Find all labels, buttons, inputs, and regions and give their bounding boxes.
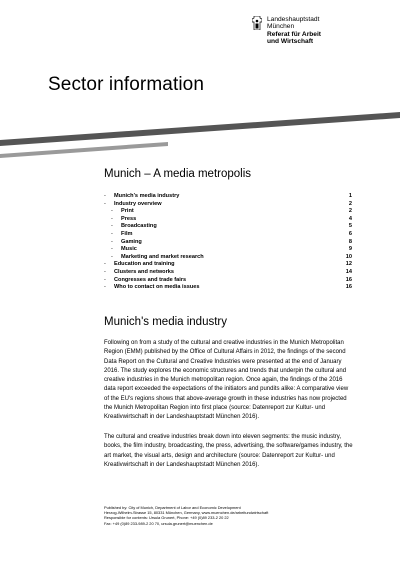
toc-item-page: 4 [348,215,352,222]
toc-bullet: - [111,253,113,260]
toc-item-text: Munich's media industry [114,193,180,199]
toc-item-page: 16 [345,284,352,291]
page-title: Sector information [48,74,204,95]
footer [104,505,354,526]
org-line-1: Landeshauptstadt [267,16,320,23]
toc-item[interactable] [104,193,352,201]
toc-bullet: - [111,238,113,245]
toc-item-text: Clusters and networks [114,268,174,275]
toc-bullet: - [111,230,113,237]
toc-item-page: 12 [345,261,352,268]
toc-item-label [111,231,133,239]
footer-line-3: Responsible for contents: Ursula Grunert, Phone: +49 (0)89 233-2 20 22 [104,515,229,521]
toc-item[interactable] [104,208,352,216]
toc-item-page: 9 [348,246,352,253]
footer-line-2: Herzog-Wilhelm-Strasse 15, 80331 München, Germany, www.muenchen.de/arbeitundwirtschaft [104,510,269,516]
toc-item-label [104,201,162,209]
toc-item-label [111,246,137,254]
toc-item-text: Music [121,246,137,253]
toc-item-label [111,223,157,231]
toc-item[interactable] [104,216,352,224]
toc-item-text: Gaming [121,238,142,245]
toc-item-label [104,277,186,285]
toc-bullet: - [104,268,106,275]
toc-item-label [104,193,179,201]
toc-item-page: 2 [348,208,352,215]
toc-item[interactable] [104,246,352,254]
toc-bullet: - [104,200,106,207]
toc-item-page: 8 [348,238,352,245]
table-of-contents [104,193,352,292]
dept-line-1: Referat für Arbeit [267,30,321,38]
dept-line-2: und Wirtschaft [267,38,314,46]
toc-bullet: - [111,215,113,222]
toc-bullet: - [111,246,113,253]
toc-item-text: Education and training [114,261,175,268]
toc-item-page: 1 [348,193,352,199]
toc-item-label [104,269,174,277]
toc-bullet: - [111,223,113,230]
toc-item[interactable] [104,231,352,239]
paragraph-1: Following on from a study of the cultural and creative industries in the Munich Metropolitan Region (EMM) published by the Office of Cultural Affairs in 2012, the findings of the second Data Report on the Cultural and Creative Industries were presented at the end of January 2016. The study explores the economic structures and trends that underpin the cultural and creative industries in the Munich metropolitan region. Once again, the findings of the 2016 data report exceeded the expectations of the initiators and pundits alike: A comparative view of the EU's regions shows that above-average growth in these industries has now projected the Munich Metropolitan Region into first place (source: Datenreport zur Kultur- und Kreativwirtschaft in der Landeshauptstadt München 2016). [104,340,349,421]
logo-text [267,16,397,46]
bar-light [0,142,168,158]
toc-item-label [111,239,142,247]
bar-dark [0,112,400,146]
toc-bullet: - [104,261,106,268]
paragraph-2: The cultural and creative industries break down into eleven segments: the music industry, books, the film industry, broadcasting, the press, advertising, the software/games industry, the art market, the visual arts, design and architecture (source: Datenreport zur Kultur- und Kreativwirtschaft in der Landeshauptstadt München 2016). [104,434,353,468]
toc-item-label [104,261,175,269]
toc-item[interactable] [104,269,352,277]
toc-item-text: Industry overview [114,200,162,207]
toc-item-text: Who to contact on media issues [114,284,200,291]
toc-item[interactable] [104,284,352,292]
toc-heading: Munich – A media metropolis [104,168,252,180]
decorative-bars [0,112,400,162]
footer-line-1: Published by: City of Munich, Department of Labor and Economic Development [104,505,241,510]
toc-item-page: 2 [348,200,352,207]
toc-item-page: 6 [348,230,352,237]
toc-item-text: Film [121,230,133,237]
toc-item-label [104,284,199,292]
toc-item-text: Congresses and trade fairs [114,276,187,283]
toc-item-page: 14 [345,268,352,275]
toc-item-text: Press [121,215,137,222]
toc-item-label [111,254,204,262]
toc-item-label [111,208,134,216]
toc-item[interactable] [104,239,352,247]
toc-item[interactable] [104,277,352,285]
toc-item[interactable] [104,223,352,231]
toc-item-page: 10 [345,253,352,260]
munich-crest-icon [252,16,262,30]
toc-item[interactable] [104,261,352,269]
org-line-2: München [267,23,295,31]
toc-item-text: Broadcasting [121,223,157,230]
toc-bullet: - [111,208,113,215]
toc-bullet: - [104,284,106,291]
footer-line-4: Fax: +49 (0)89 233-989-2 20 70, ursula.grunert@muenchen.de [104,520,213,526]
toc-item-text: Marketing and market research [121,253,204,260]
toc-item-page: 5 [348,223,352,230]
toc-item[interactable] [104,201,352,209]
toc-item-label [111,216,136,224]
toc-bullet: - [104,193,106,199]
toc-item[interactable] [104,254,352,262]
toc-bullet: - [104,276,106,283]
section-heading: Munich's media industry [104,316,227,328]
toc-item-page: 16 [345,276,352,283]
toc-item-text: Print [121,208,134,215]
